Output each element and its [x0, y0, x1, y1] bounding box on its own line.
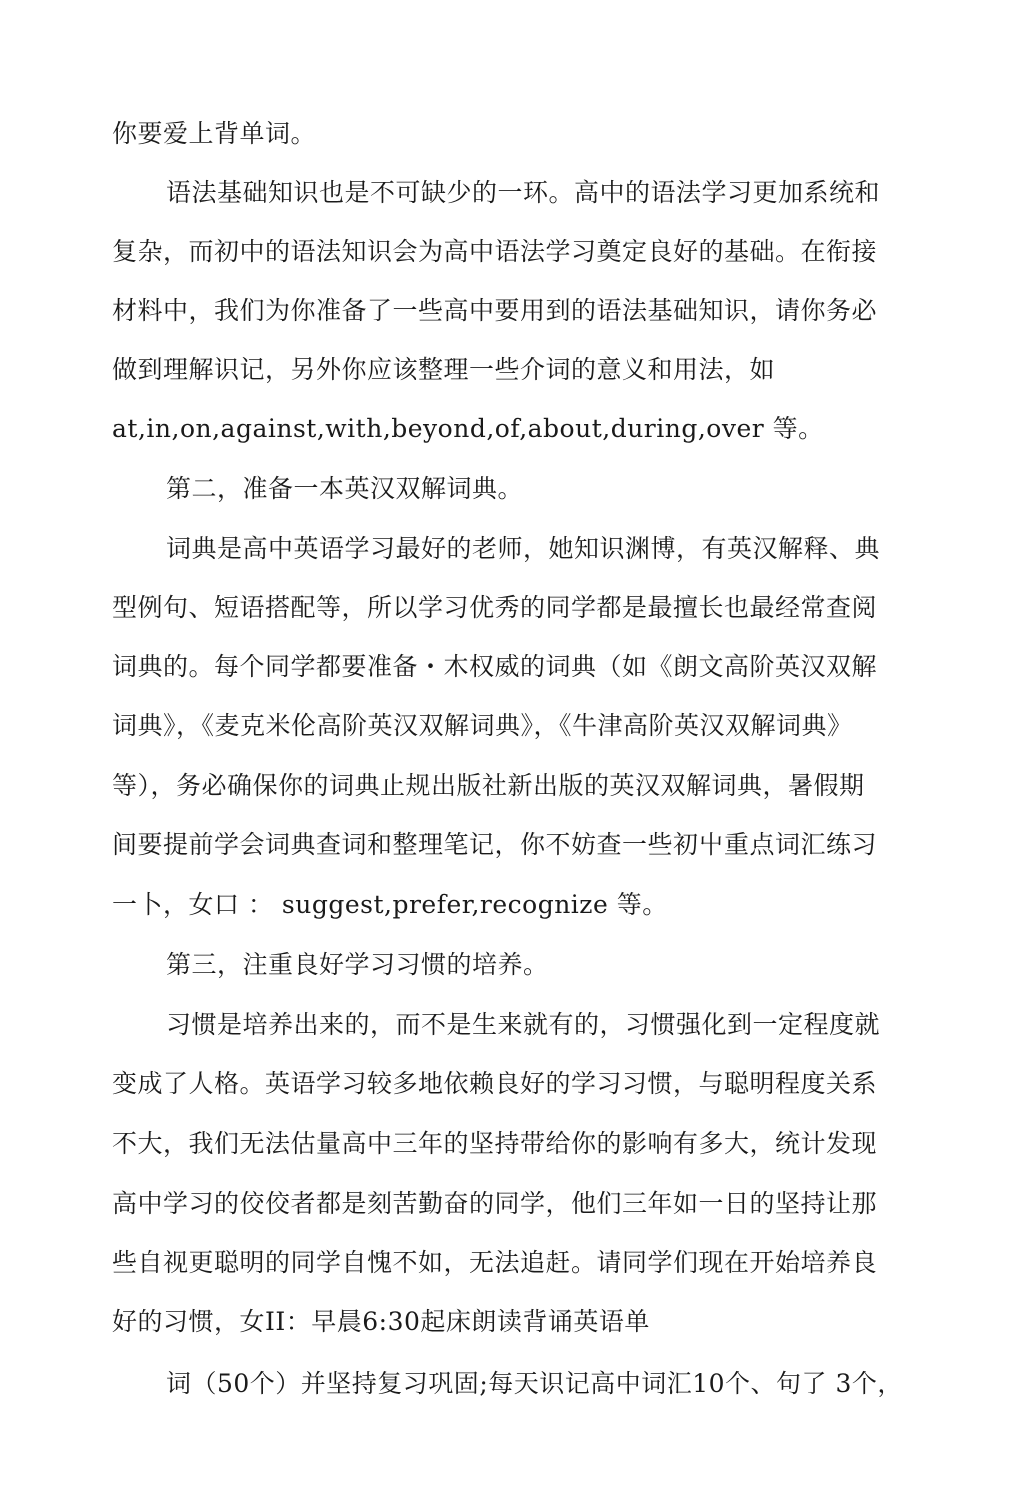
text-line-16: 习惯是培养出来的，而不是生来就有的，习惯强化到一定程度就 [166, 1010, 881, 1039]
text-line-18: 不大，我们无法估量高中三年的坚持带给你的影响有多大，统计发现 [112, 1129, 878, 1158]
text-line-7: 第二，准备一本英汉双解词典。 [166, 474, 524, 503]
text-line-17: 变成了人格。英语学习较多地依赖良好的学习习惯，与聪明程度关系 [112, 1069, 878, 1098]
text-line-19: 高中学习的佼佼者都是刻苦勤奋的同学，他们三年如一日的坚持让那 [112, 1189, 878, 1218]
text-line-9: 型例句、短语搭配等，所以学习优秀的同学都是最擅长也最经常查阅 [112, 593, 878, 622]
text-line-8: 词典是高中英语学习最好的老师，她知识渊博，有英汉解释、典 [166, 534, 881, 563]
text-line-22: 词（50个）并坚持复习巩固;每天识记高中词汇10个、句了 3个， [166, 1369, 903, 1398]
text-line-2: 语法基础知识也是不可缺少的一环。高中的语法学习更加系统和 [166, 178, 881, 207]
text-line-13: 间要提前学会词典查词和整理笔记，你不妨查一些初屮重点词汇练习 [112, 830, 878, 859]
text-line-21: 好的习惯，女II：早晨6:30起床朗读背诵英语单 [112, 1307, 650, 1336]
text-line-6: at,in,on,against,with,beyond,of,about,during,over 等。 [112, 414, 824, 443]
text-line-11: 词典》，《麦克米伦高阶英汉双解词典》，《牛津高阶英汉双解词典》 [112, 711, 853, 740]
text-line-20: 些自视更聪明的同学自愧不如，无法追赶。请同学们现在开始培养良 [112, 1248, 878, 1277]
text-line-1: 你要爱上背单词。 [112, 119, 317, 148]
text-line-5: 做到理解识记，另外你应该整理一些介词的意义和用法，如 [112, 355, 776, 384]
text-line-15: 第三，注重良好学习习惯的培养。 [166, 950, 549, 979]
text-line-12: 等），务必确保你的词典止规出版社新出版的英汉双解词典，暑假期 [112, 771, 865, 800]
text-line-3: 复杂，而初中的语法知识会为高中语法学习奠定良好的基础。在衔接 [112, 237, 878, 266]
text-line-10: 词典的。每个同学都要准备・木权威的词典（如《朗文高阶英汉双解 [112, 652, 878, 681]
text-line-4: 材料中，我们为你准备了一些高中要用到的语法基础知识，请你务必 [112, 296, 878, 325]
text-line-14: 一卜，女口 ： suggest,prefer,recognize 等。 [112, 890, 668, 919]
